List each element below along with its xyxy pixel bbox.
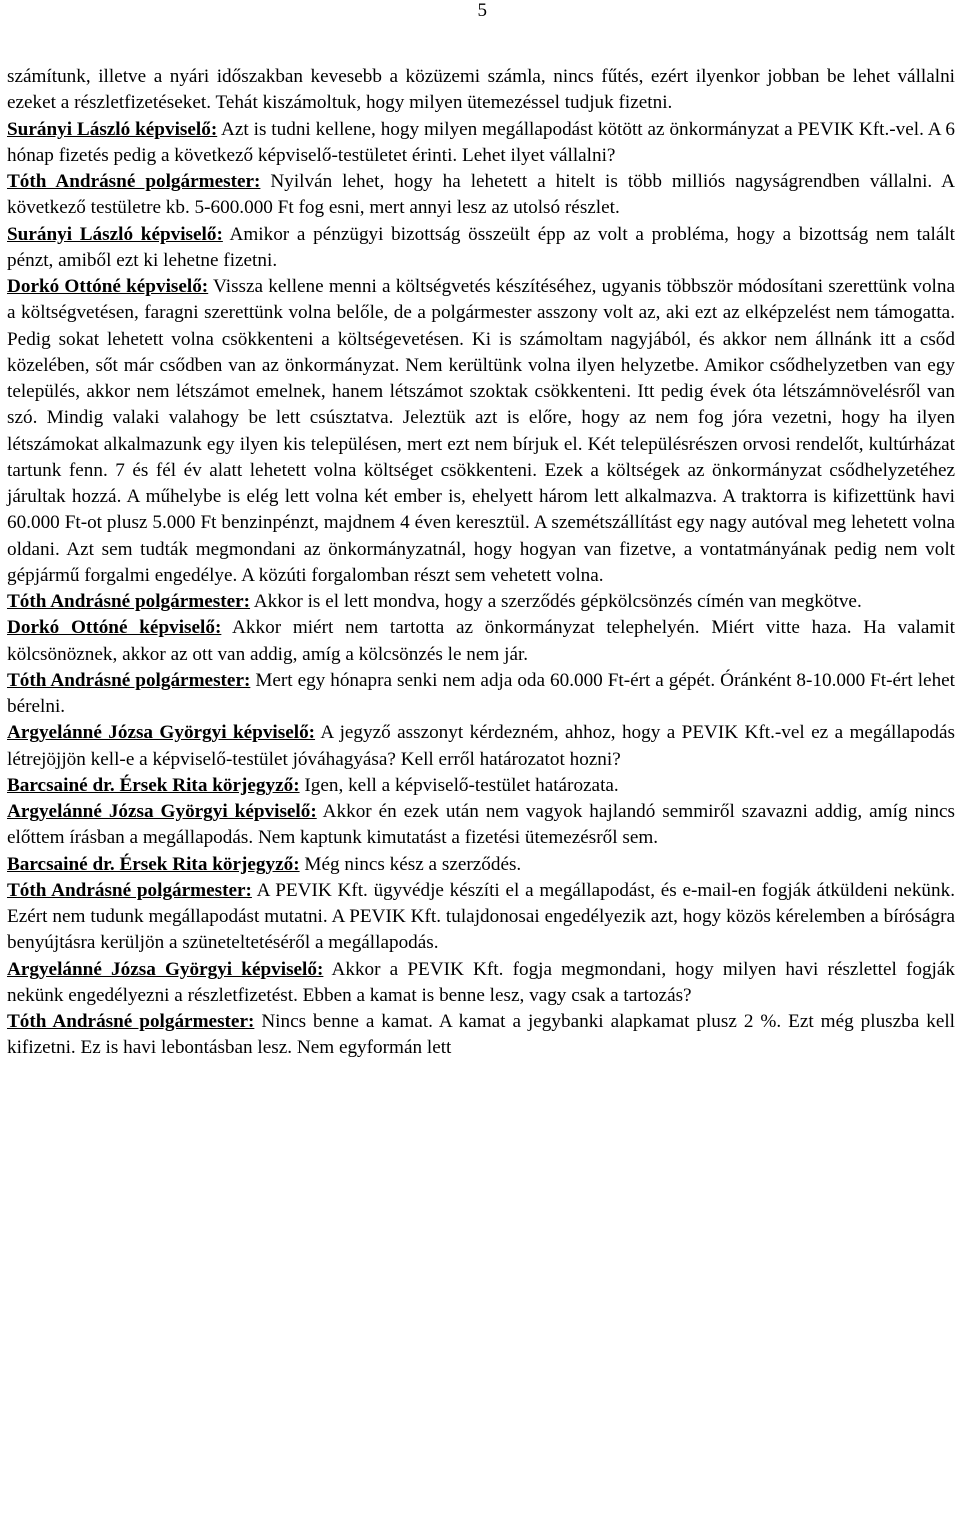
paragraph-text: Mert egy hónapra senki nem adja oda 60.000 Ft-ért a gépét. Óránként 8-10.000 Ft-ért lehet bérelni. xyxy=(7,669,956,717)
speaker-name: Surányi László képviselő: xyxy=(7,223,223,245)
paragraph-text: Akkor én ezek után nem vagyok hajlandó semmiről szavazni addig, amíg nincs előttem írásban a megállapodás. Nem kaptunk kimutatást a fizetési ütemezésről sem. xyxy=(7,801,955,849)
paragraph-text: Nincs benne a kamat. A kamat a jegybanki alapkamat plusz 2 %. Ezt még pluszba kell kifizetni. Ez is havi lebontásban lesz. Nem egyformán lett xyxy=(7,1011,955,1059)
paragraph xyxy=(7,64,955,117)
paragraph xyxy=(7,957,955,1010)
speaker-name: Barcsainé dr. Érsek Rita körjegyző: xyxy=(7,774,300,796)
paragraph-text: Akkor a PEVIK Kft. fogja megmondani, hogy milyen havi részlettel fogják nekünk engedélyezni a részletfizetést. Ebben a kamat is benne lesz, vagy csak a tartozás? xyxy=(7,958,955,1006)
paragraph-text: Akkor miért nem tartotta az önkormányzat telephelyén. Miért vitte haza. Ha valamit kölcsönöznek, akkor az ott van addig, amíg a kölcsönzés le nem jár. xyxy=(7,617,955,665)
speaker-name: Argyelánné Józsa Györgyi képviselő: xyxy=(7,958,324,980)
paragraph xyxy=(7,878,955,957)
speaker-name: Tóth Andrásné polgármester: xyxy=(7,879,252,901)
paragraph xyxy=(7,117,955,170)
paragraph xyxy=(7,720,955,773)
paragraph-text: számítunk, illetve a nyári időszakban kevesebb a közüzemi számla, nincs fűtés, ezért ilyenkor jobban be lehet vállalni ezeket a részletfizetéseket. Tehát kiszámoltuk, hogy milyen ütemezéssel tudjuk fizetni. xyxy=(7,66,955,114)
paragraph-text: Igen, kell a képviselő-testület határozata. xyxy=(299,774,619,796)
paragraph xyxy=(7,589,955,615)
speaker-name: Argyelánné Józsa Györgyi képviselő: xyxy=(7,801,317,822)
paragraph-text: Amikor a pénzügyi bizottság összeült épp az volt a probléma, hogy a bizottság nem talált pénzt, amiből ezt ki lehetne fizetni. xyxy=(7,223,955,271)
paragraph-text: Vissza kellene menni a költségvetés készítéséhez, ugyanis többször módosítani szerettünk volna a költségvetésen, faragni szerettünk volna belőle, de a polgármester asszony volt az, aki ezt az elképzelést nem támogatta. Pedig sokat lehetett volna csökkenteni a költségevetésen. Ki is számoltam nagyjából, és akkor nem állnánk itt a csőd közelében, sőt már csődben van az önkormányzat. Nem kerültünk volna ilyen helyzetbe. Amikor csődhelyzetben van egy település, akkor nem létszámot emelnek, hanem létszámot szoktak csökkenteni. Itt pedig évek óta létszámnövelésről van szó. Mindig valaki valahogy be lett csúsztatva. Jeleztük azt is előre, hogy az nem fog jóra vezetni, hogy ha ilyen létszámokat alkalmazunk egy ilyen kis településen, mert ezt nem bírjuk el. Két településrészen orvosi rendelőt, kultúrházat tartunk fenn. 7 és fél év alatt lehetett volna költséget csökkenteni. Ezek a költségek az önkormányzat csődhelyzetéhez járultak hozzá. A műhelybe is elég lett volna két ember is, ehelyett három lett alkalmazva. A traktorra is kifizettünk havi 60.000 Ft-ot plusz 5.000 Ft benzinpénzt, majdnem 4 éven keresztül. A szemétszállítást egy nagy autóval meg lehetett volna oldani. Azt sem tudták megmondani az önkormányzatnál, hogy hogyan van fizetve, a vontatmányának pedig nem volt gépjármű forgalmi engedélye. A közúti forgalomban részt sem vehetett volna. xyxy=(7,276,955,586)
speaker-name: Argyelánné Józsa Györgyi képviselő: xyxy=(7,722,316,744)
document-body xyxy=(7,64,955,1062)
speaker-name: Tóth Andrásné polgármester: xyxy=(7,1011,255,1032)
paragraph xyxy=(7,852,955,878)
paragraph-text: Azt is tudni kellene, hogy milyen megállapodást kötött az önkormányzat a PEVIK Kft.-vel. A 6 hónap fizetés pedig a következő képviselő-testületet érinti. Lehet ilyet vállalni? xyxy=(7,118,955,166)
speaker-name: Surányi László képviselő: xyxy=(7,118,218,140)
speaker-name: Tóth Andrásné polgármester: xyxy=(7,669,251,691)
page-number: 5 xyxy=(477,0,487,21)
paragraph xyxy=(7,169,955,222)
speaker-name: Dorkó Ottóné képviselő: xyxy=(7,617,222,639)
speaker-name: Dorkó Ottóné képviselő: xyxy=(7,276,209,297)
paragraph-text: Nyilván lehet, hogy ha lehetett a hitelt is több milliós nagyságrendben vállalni. A következő testületre kb. 5-600.000 Ft fog esni, mert annyi lesz az utolsó részlet. xyxy=(7,171,955,219)
paragraph-text: Még nincs kész a szerződés. xyxy=(299,853,522,875)
paragraph-text: Akkor is el lett mondva, hogy a szerződés gépkölcsönzés címén van megkötve. xyxy=(250,591,862,612)
speaker-name: Barcsainé dr. Érsek Rita körjegyző: xyxy=(7,853,300,875)
paragraph-text: A jegyző asszonyt kérdezném, ahhoz, hogy a PEVIK Kft.-vel ez a megállapodás létrejöjjön kell-e a képviselő-testület jóváhagyása? Kell erről határozatot hozni? xyxy=(7,722,955,770)
paragraph xyxy=(7,799,955,852)
paragraph xyxy=(7,773,955,799)
speaker-name: Tóth Andrásné polgármester: xyxy=(7,171,261,192)
paragraph xyxy=(7,1009,955,1062)
speaker-name: Tóth Andrásné polgármester: xyxy=(7,591,251,612)
paragraph xyxy=(7,222,955,275)
paragraph xyxy=(7,615,955,668)
paragraph xyxy=(7,668,955,721)
paragraph-text: A PEVIK Kft. ügyvédje készíti el a megállapodást, és e-mail-en fogják átküldeni nekünk. Ezért nem tudunk megállapodást mutatni. A PEVIK Kft. tulajdonosai engedélyezik azt, hogy közös kérelemben a bíróságra benyújtásra kerüljön a szüneteltetéséről a megállapodás. xyxy=(7,879,955,954)
paragraph xyxy=(7,274,955,589)
